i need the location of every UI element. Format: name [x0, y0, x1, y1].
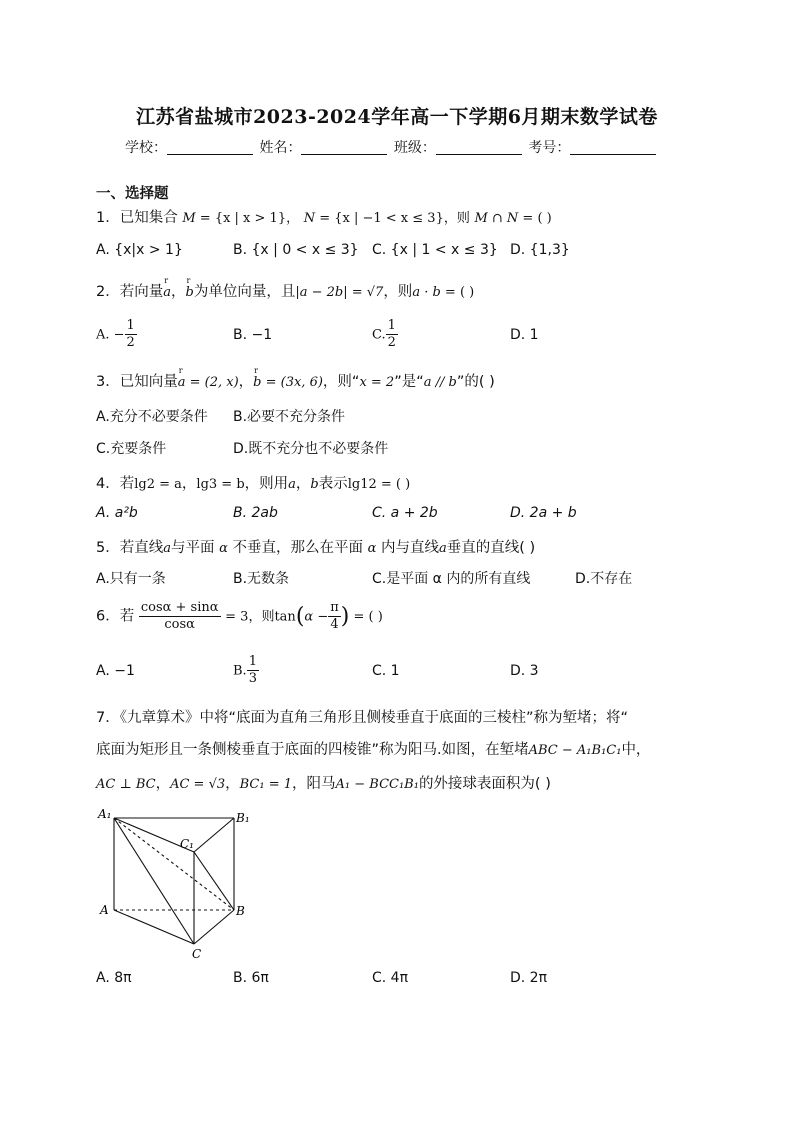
q3-option-b[interactable]: B.必要不充分条件 — [233, 409, 346, 425]
q3-option-a[interactable]: A.充分不必要条件 — [96, 409, 208, 425]
q1-option-c[interactable]: C. {x | 1 < x ≤ 3} — [372, 242, 498, 258]
q5-option-b[interactable]: B.无数条 — [233, 571, 290, 587]
label-c1: C₁ — [180, 837, 194, 851]
q7-option-c[interactable]: C. 4π — [372, 970, 409, 986]
prism-figure — [96, 806, 266, 964]
q4-option-b[interactable]: B. 2ab — [233, 505, 278, 521]
question-5-stem: 5．若直线a与平面 α 不垂直，那么在平面 α 内与直线a垂直的直线( ) — [96, 540, 536, 556]
question-2-stem: 2．若向量r a，r b为单位向量，且|a − 2b| = √7，则a · b = ( ) — [96, 280, 474, 301]
q3-option-d[interactable]: D.既不充分也不必要条件 — [233, 441, 389, 457]
class-blank[interactable] — [436, 140, 522, 155]
class-label: 班级： — [393, 140, 436, 156]
q1-option-d[interactable]: D. {1,3} — [510, 242, 570, 258]
q2-option-b[interactable]: B. −1 — [233, 327, 273, 343]
q5-option-a[interactable]: A.只有一条 — [96, 571, 166, 587]
question-4-stem: 4．若lg2 = a，lg3 = b，则用a，b表示lg12 = ( ) — [96, 476, 411, 492]
q7-option-d[interactable]: D. 2π — [510, 970, 548, 986]
label-a: A — [100, 903, 109, 917]
q2-option-c[interactable]: C. $\frac{1}{2}$ — [372, 318, 396, 350]
question-7-line-2: 底面为矩形且一条侧棱垂直于底面的四棱锥”称为阳马.如图，在堑堵ABC − A₁B₁C₁中， — [96, 742, 651, 758]
section-heading: 一、选择题 — [96, 186, 169, 202]
question-3-stem: 3．已知向量r a = (2, x)，r b = (3x, 6)，则“x = 2”是“a // b”的( ) — [96, 370, 495, 391]
label-b: B — [236, 904, 245, 918]
name-label: 姓名： — [259, 140, 302, 156]
school-label: 学校： — [125, 140, 167, 156]
label-c: C — [192, 947, 202, 961]
q2-option-a[interactable]: A. − $\frac{1}{2}$ — [96, 318, 135, 350]
label-b1: B₁ — [236, 811, 250, 825]
q6-option-c[interactable]: C. 1 — [372, 663, 400, 679]
q6-option-a[interactable]: A. −1 — [96, 663, 135, 679]
question-7-line-1: 7．《九章算术》中将“底面为直角三角形且侧棱垂直于底面的三棱柱”称为堑堵；将“ — [96, 710, 629, 726]
q6-option-d[interactable]: D. 3 — [510, 663, 539, 679]
q1-option-a[interactable]: A. {x|x > 1} — [96, 242, 183, 258]
q5-option-c[interactable]: C.是平面 α 内的所有直线 — [372, 571, 531, 587]
exam-number-blank[interactable] — [570, 140, 656, 155]
q6-option-b[interactable]: B. $\frac{1}{3}$ — [233, 654, 257, 686]
question-6-stem: 6．若 $\frac{\cos\alpha + \sin\alpha}{\cos\alpha}$ = 3，则tan(α − $\frac{\pi}{4}$ ) = ( ) — [96, 600, 383, 632]
student-info-row — [125, 137, 658, 157]
q4-option-c[interactable]: C. a + 2b — [372, 505, 438, 521]
q2-option-d[interactable]: D. 1 — [510, 327, 539, 343]
label-a1: A₁ — [98, 807, 112, 821]
exam-number-label: 考号： — [528, 140, 571, 156]
q7-option-b[interactable]: B. 6π — [233, 970, 269, 986]
question-7-line-3: AC ⊥ BC，AC = √3，BC₁ = 1，阳马A₁ − BCC₁B₁的外接球表面积为( ) — [96, 776, 551, 792]
q7-option-a[interactable]: A. 8π — [96, 970, 132, 986]
q4-option-d[interactable]: D. 2a + b — [510, 505, 577, 521]
question-1-stem: 1．已知集合 M = {x | x > 1}， N = {x | −1 < x ≤ 3}，则 M ∩ N = ( ) — [96, 210, 552, 226]
q5-option-d[interactable]: D.不存在 — [575, 571, 633, 587]
q3-option-c[interactable]: C.充要条件 — [96, 441, 167, 457]
q4-option-a[interactable]: A. a²b — [96, 505, 138, 521]
school-blank[interactable] — [167, 140, 253, 155]
q1-option-b[interactable]: B. {x | 0 < x ≤ 3} — [233, 242, 359, 258]
exam-title: 江苏省盐城市2023-2024学年高一下学期6月期末数学试卷 — [136, 106, 658, 128]
name-blank[interactable] — [301, 140, 387, 155]
